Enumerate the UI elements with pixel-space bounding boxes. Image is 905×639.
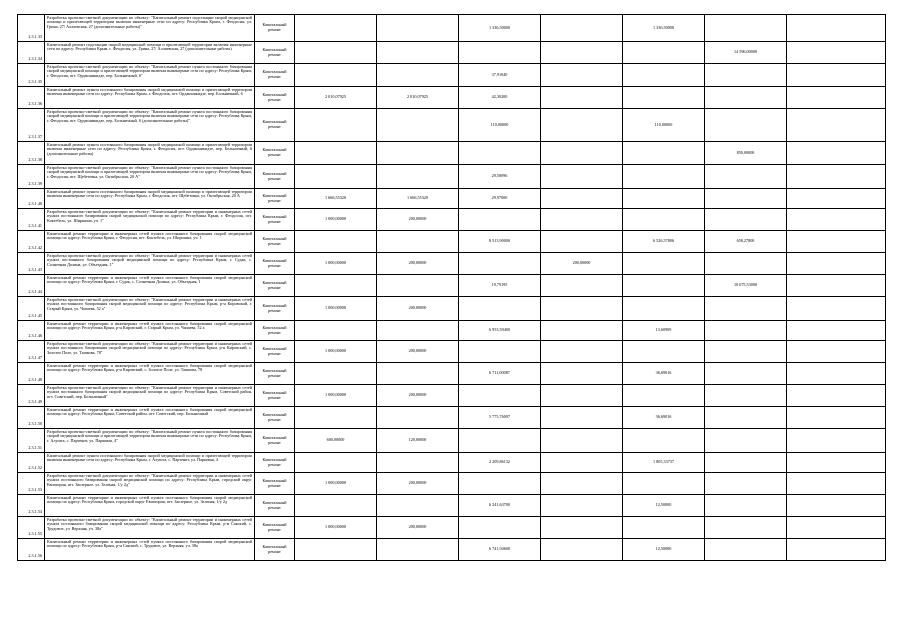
row-value-col-6: 850,00000	[705, 142, 787, 165]
row-value-col-6	[705, 253, 787, 275]
row-value-col-7	[787, 539, 886, 561]
row-value-col-6	[705, 385, 787, 407]
row-description: Капитальный ремонт пункта постоянного базирования скорой медицинской помощи и прилегающей территории включая инженерные сети по адресу: Республика Крым, г. Феодосия, пгт. Орджоникидзе, пер. Больничный, 6	[45, 87, 255, 109]
table-row	[18, 165, 886, 189]
row-value-col-2: 200,00000	[377, 209, 459, 231]
row-value-col-2	[377, 142, 459, 165]
table-row	[18, 15, 886, 42]
row-value-col-7	[787, 142, 886, 165]
row-value-col-2	[377, 495, 459, 517]
row-description: Капитальный ремонт пункта постоянного базирования скорой медицинской помощи и прилегающей территории включая инженерные сети по адресу: Республика Крым, г. Феодосия, пгт. Щебетовка, ул. Октябрьская, 20 А	[45, 189, 255, 209]
row-value-col-7	[787, 473, 886, 495]
row-value-col-3: 29,97000	[459, 189, 541, 209]
row-value-col-4: 200,00000	[541, 253, 623, 275]
row-work-type: Капитальный ремонт	[255, 495, 295, 517]
row-number: 2.3.1.40	[18, 189, 45, 209]
row-value-col-1: 1 000,00000	[295, 297, 377, 321]
table-row	[18, 231, 886, 253]
row-work-type: Капитальный ремонт	[255, 385, 295, 407]
row-value-col-2: 1 666,55320	[377, 189, 459, 209]
row-value-col-5	[623, 297, 705, 321]
row-value-col-3: 5 775,76097	[459, 407, 541, 429]
row-value-col-1	[295, 407, 377, 429]
row-value-col-5: 36,69016	[623, 363, 705, 385]
row-number: 2.3.1.49	[18, 385, 45, 407]
row-value-col-1	[295, 15, 377, 42]
row-value-col-5: 110,00000	[623, 109, 705, 142]
row-value-col-6	[705, 517, 787, 539]
row-value-col-3: 6 741,94600	[459, 539, 541, 561]
table-row	[18, 363, 886, 385]
budget-table	[17, 14, 886, 561]
row-value-col-4	[541, 473, 623, 495]
row-value-col-6	[705, 165, 787, 189]
row-value-col-3	[459, 253, 541, 275]
row-value-col-5	[623, 165, 705, 189]
row-value-col-3: 8 513,90000	[459, 231, 541, 253]
row-value-col-5: 12,50000	[623, 495, 705, 517]
row-value-col-6: 658,27800	[705, 231, 787, 253]
row-work-type: Капитальный ремонт	[255, 453, 295, 473]
row-value-col-3	[459, 473, 541, 495]
row-value-col-2: 200,00000	[377, 297, 459, 321]
table-row	[18, 189, 886, 209]
row-value-col-1	[295, 495, 377, 517]
row-value-col-1	[295, 321, 377, 341]
row-value-col-4	[541, 539, 623, 561]
row-value-col-6	[705, 109, 787, 142]
row-number: 2.3.1.54	[18, 495, 45, 517]
row-description: Капитальный ремонт территории и инженерных сетей пункта постоянного базирования скорой медицинской помощи по адресу: Республика Крым, городской округ Евпатория, пгт. Заозерное, ул. Зеленая, 1/у 2д	[45, 495, 255, 517]
row-work-type: Капитальный ремонт	[255, 109, 295, 142]
row-work-type: Капитальный ремонт	[255, 341, 295, 363]
row-work-type: Капитальный ремонт	[255, 231, 295, 253]
row-value-col-3	[459, 142, 541, 165]
row-value-col-2: 200,00000	[377, 517, 459, 539]
row-value-col-7	[787, 209, 886, 231]
table-row	[18, 275, 886, 297]
row-number: 2.3.1.37	[18, 109, 45, 142]
row-number: 2.3.1.41	[18, 209, 45, 231]
row-value-col-1	[295, 363, 377, 385]
row-description: Разработка проектно-сметной документации по объекту: "Капитальный ремонт территории и инженерных сетей пункта постоянного базирования скорой медицинской помощи по адресу: Республика Крым, г. Феодосия, пгт. Коктебель, ул. Ширшина, уч. 1"	[45, 209, 255, 231]
row-description: Капитальный ремонт пункта постоянного базирования скорой медицинской помощи и прилегающей территории включая инженерные сети по адресу: Республика Крым, г. Феодосия, пгт. Орджоникидзе, пер. Больничный, 6 (дополнительные работы)	[45, 142, 255, 165]
row-description: Капитальный ремонт территории и инженерных сетей пункта постоянного базирования скорой медицинской помощи по адресу: Республика Крым, Советский район, пгт. Советский, пер. Больничный	[45, 407, 255, 429]
row-description: Капитальный ремонт пункта постоянного базирования скорой медицинской помощи и прилегающей территории включая инженерные сети по адресу: Республика Крым, г. Алушта, с. Партенит, ул. Парковая, 4	[45, 453, 255, 473]
row-work-type: Капитальный ремонт	[255, 539, 295, 561]
row-work-type: Капитальный ремонт	[255, 275, 295, 297]
row-value-col-7	[787, 87, 886, 109]
row-work-type: Капитальный ремонт	[255, 189, 295, 209]
row-value-col-1: 1 000,00000	[295, 253, 377, 275]
row-description: Разработка проектно-сметной документации по объекту: "Капитальный ремонт пункта постоянного базирования скорой медицинской помощи и прилегающей территории включая инженерные сети по адресу: Республика Крым, г. Алушта, с. Партенит, ул. Парковая, 4"	[45, 429, 255, 453]
row-value-col-4	[541, 297, 623, 321]
row-value-col-3	[459, 42, 541, 64]
row-value-col-1: 1 000,00000	[295, 473, 377, 495]
row-value-col-6	[705, 87, 787, 109]
row-number: 2.3.1.52	[18, 453, 45, 473]
row-description: Разработка проектно-сметной документации по объекту: "Капитальный ремонт подстанции скорой медицинской помощи и прилегающей территории включая инженерные сети по адресу: Республика Крым, г. Феодосия, ул. Грина, 27/ Аллаевская, 27 (дополнительные работы)"	[45, 15, 255, 42]
row-value-col-4	[541, 231, 623, 253]
row-value-col-4	[541, 142, 623, 165]
row-value-col-7	[787, 15, 886, 42]
row-value-col-6	[705, 297, 787, 321]
row-number: 2.3.1.42	[18, 231, 45, 253]
row-value-col-4	[541, 209, 623, 231]
row-value-col-5: 12,50000	[623, 539, 705, 561]
row-value-col-3: 2 209,86132	[459, 453, 541, 473]
row-value-col-6	[705, 495, 787, 517]
row-description: Разработка проектно-сметной документации по объекту: "Капитальный ремонт территории и инженерных сетей пункта постоянного базирования скорой медицинской помощи по адресу: Республика Крым, р-н Сакский, с. Трудовое, ул. Верхняя, уч. 38а"	[45, 517, 255, 539]
row-number: 2.3.1.43	[18, 253, 45, 275]
row-value-col-5: 1 336,50000	[623, 15, 705, 42]
row-value-col-4	[541, 42, 623, 64]
row-value-col-4	[541, 363, 623, 385]
row-value-col-1: 1 666,55320	[295, 189, 377, 209]
row-number: 2.3.1.51	[18, 429, 45, 453]
row-description: Капитальный ремонт территории и инженерных сетей пункта постоянного базирования скорой медицинской помощи по адресу: Республика Крым, р-н Кировский, с. Золотое Поле, ул. Ташкова, 78	[45, 363, 255, 385]
row-value-col-1: 1 000,00000	[295, 209, 377, 231]
row-work-type: Капитальный ремонт	[255, 321, 295, 341]
row-value-col-3	[459, 297, 541, 321]
row-value-col-3	[459, 209, 541, 231]
row-value-col-2	[377, 231, 459, 253]
row-value-col-2: 200,00000	[377, 385, 459, 407]
row-value-col-4	[541, 275, 623, 297]
row-value-col-2	[377, 42, 459, 64]
row-value-col-6	[705, 407, 787, 429]
row-value-col-6	[705, 209, 787, 231]
row-value-col-2	[377, 321, 459, 341]
row-value-col-1	[295, 275, 377, 297]
row-value-col-3: 6 953,59400	[459, 321, 541, 341]
row-value-col-2	[377, 64, 459, 87]
row-value-col-7	[787, 341, 886, 363]
row-work-type: Капитальный ремонт	[255, 142, 295, 165]
row-value-col-2	[377, 407, 459, 429]
row-number: 2.3.1.46	[18, 321, 45, 341]
row-value-col-7	[787, 64, 886, 87]
row-value-col-3: 42,30200	[459, 87, 541, 109]
row-work-type: Капитальный ремонт	[255, 363, 295, 385]
row-description: Разработка проектно-сметной документации по объекту: "Капитальный ремонт территории и инженерных сетей пункта постоянного базирования скорой медицинской помощи по адресу: Республика Крым, р-н Кировский, г. Старый Крым, ул. Чапаева, 52 а"	[45, 297, 255, 321]
row-work-type: Капитальный ремонт	[255, 473, 295, 495]
table-row	[18, 429, 886, 453]
row-value-col-6	[705, 341, 787, 363]
row-value-col-5	[623, 429, 705, 453]
row-value-col-1	[295, 142, 377, 165]
row-value-col-4	[541, 109, 623, 142]
table-row	[18, 42, 886, 64]
row-value-col-2: 2 010,07925	[377, 87, 459, 109]
table-row	[18, 517, 886, 539]
row-value-col-2	[377, 453, 459, 473]
row-value-col-6	[705, 429, 787, 453]
row-value-col-7	[787, 231, 886, 253]
row-value-col-7	[787, 165, 886, 189]
row-value-col-3: 110,00000	[459, 109, 541, 142]
row-description: Разработка проектно-сметной документации по объекту: "Капитальный ремонт пункта постоянного базирования скорой медицинской помощи и прилегающей территории включая инженерные сети по адресу: Республика Крым, г. Феодосия, пгт. Орджоникидзе, пер. Больничный, 6"	[45, 64, 255, 87]
row-value-col-7	[787, 429, 886, 453]
row-number: 2.3.1.45	[18, 297, 45, 321]
row-value-col-3	[459, 341, 541, 363]
table-row	[18, 453, 886, 473]
row-value-col-5	[623, 385, 705, 407]
row-description: Разработка проектно-сметной документации по объекту: "Капитальный ремонт территории и инженерных сетей пункта постоянного базирования скорой медицинской помощи по адресу: Республика Крым, Советский район, пгт. Советский, пер. Больничный"	[45, 385, 255, 407]
row-value-col-1	[295, 539, 377, 561]
row-value-col-5: 6 526,57806	[623, 231, 705, 253]
table-row	[18, 385, 886, 407]
row-value-col-4	[541, 385, 623, 407]
row-description: Капитальный ремонт территории и инженерных сетей пункта постоянного базирования скорой медицинской помощи по адресу: Республика Крым, г. Феодосия, пгт. Коктебель, ул. Ширшина, уч. 1	[45, 231, 255, 253]
row-value-col-4	[541, 87, 623, 109]
row-work-type: Капитальный ремонт	[255, 64, 295, 87]
row-value-col-2	[377, 165, 459, 189]
row-value-col-7	[787, 495, 886, 517]
row-work-type: Капитальный ремонт	[255, 429, 295, 453]
row-value-col-5	[623, 142, 705, 165]
row-value-col-4	[541, 15, 623, 42]
row-value-col-4	[541, 321, 623, 341]
row-value-col-7	[787, 297, 886, 321]
row-value-col-4	[541, 341, 623, 363]
table-row	[18, 407, 886, 429]
row-work-type: Капитальный ремонт	[255, 87, 295, 109]
row-value-col-3: 6 241,63700	[459, 495, 541, 517]
row-value-col-4	[541, 407, 623, 429]
row-number: 2.3.1.38	[18, 142, 45, 165]
row-value-col-5: 1 805,33737	[623, 453, 705, 473]
row-description: Капитальный ремонт подстанции скорой медицинской помощи и прилегающей территории включая инженерные сети по адресу: Республика Крым, г. Феодосия, ул. Грина, 27/ Аллаевская, 27 (дополнительные работы)	[45, 42, 255, 64]
row-value-col-5	[623, 209, 705, 231]
row-value-col-3	[459, 385, 541, 407]
row-value-col-7	[787, 275, 886, 297]
row-value-col-3: 37,91040	[459, 64, 541, 87]
table-row	[18, 473, 886, 495]
row-number: 2.3.1.39	[18, 165, 45, 189]
row-value-col-1	[295, 231, 377, 253]
row-description: Капитальный ремонт территории и инженерных сетей пункта постоянного базирования скорой медицинской помощи по адресу: Республика Крым, р-н Сакский, с. Трудовое, ул. Верхняя, уч. 38а	[45, 539, 255, 561]
row-work-type: Капитальный ремонт	[255, 297, 295, 321]
row-number: 2.3.1.50	[18, 407, 45, 429]
row-value-col-2	[377, 109, 459, 142]
row-value-col-3: 29,50096	[459, 165, 541, 189]
table-body	[18, 15, 886, 561]
row-value-col-5	[623, 189, 705, 209]
row-value-col-2: 200,00000	[377, 341, 459, 363]
row-work-type: Капитальный ремонт	[255, 209, 295, 231]
row-description: Капитальный ремонт территории и инженерных сетей пункта постоянного базирования скорой медицинской помощи по адресу: Республика Крым, р-н Кировский, г. Старый Крым, ул. Чапаева, 52 а	[45, 321, 255, 341]
row-description: Разработка проектно-сметной документации по объекту: "Капитальный ремонт территории и инженерных сетей пункта постоянного базирования скорой медицинской помощи по адресу: Республика Крым, г. Судак, с. Солнечная Долина, ул. Объездная, 1"	[45, 253, 255, 275]
table-row	[18, 253, 886, 275]
table-row	[18, 87, 886, 109]
row-description: Разработка проектно-сметной документации по объекту: "Капитальный ремонт пункта постоянного базирования скорой медицинской помощи и прилегающей территории включая инженерные сети по адресу: Республика Крым, г. Феодосия, пгт. Щебетовка, ул. Октябрьская, 20 А"	[45, 165, 255, 189]
row-value-col-1: 2 010,07925	[295, 87, 377, 109]
row-value-col-1	[295, 453, 377, 473]
row-value-col-3	[459, 517, 541, 539]
row-work-type: Капитальный ремонт	[255, 15, 295, 42]
row-value-col-2	[377, 275, 459, 297]
row-number: 2.3.1.47	[18, 341, 45, 363]
row-value-col-2	[377, 539, 459, 561]
document-sheet	[17, 14, 886, 561]
row-work-type: Капитальный ремонт	[255, 253, 295, 275]
row-value-col-5	[623, 473, 705, 495]
row-value-col-4	[541, 189, 623, 209]
row-value-col-1: 600,00000	[295, 429, 377, 453]
row-value-col-2: 200,00000	[377, 253, 459, 275]
row-value-col-4	[541, 517, 623, 539]
row-value-col-7	[787, 385, 886, 407]
row-value-col-1	[295, 165, 377, 189]
row-value-col-6	[705, 64, 787, 87]
row-value-col-2	[377, 15, 459, 42]
row-value-col-6	[705, 539, 787, 561]
row-description: Разработка проектно-сметной документации по объекту: "Капитальный ремонт пункта постоянного базирования скорой медицинской помощи и прилегающей территории включая инженерные сети по адресу: Республика Крым, г. Феодосия, пгт. Орджоникидзе, пер. Больничный, 6 (дополнительные работы)"	[45, 109, 255, 142]
row-value-col-6: 10 075,53000	[705, 275, 787, 297]
row-value-col-1	[295, 64, 377, 87]
row-value-col-5	[623, 64, 705, 87]
row-value-col-5	[623, 87, 705, 109]
row-value-col-3: 19,79195	[459, 275, 541, 297]
table-row	[18, 539, 886, 561]
row-value-col-5	[623, 275, 705, 297]
row-value-col-7	[787, 42, 886, 64]
row-value-col-4	[541, 64, 623, 87]
row-number: 2.3.1.48	[18, 363, 45, 385]
row-value-col-7	[787, 517, 886, 539]
row-value-col-2: 120,00000	[377, 429, 459, 453]
row-value-col-5	[623, 517, 705, 539]
row-value-col-7	[787, 363, 886, 385]
row-value-col-7	[787, 253, 886, 275]
row-value-col-3: 6 711,00087	[459, 363, 541, 385]
row-work-type: Капитальный ремонт	[255, 517, 295, 539]
row-value-col-7	[787, 109, 886, 142]
row-value-col-6	[705, 453, 787, 473]
row-number: 2.3.1.44	[18, 275, 45, 297]
row-number: 2.3.1.56	[18, 539, 45, 561]
row-description: Разработка проектно-сметной документации по объекту: "Капитальный ремонт территории и инженерных сетей пункта постоянного базирования скорой медицинской помощи по адресу: Республика Крым, р-н Кировский, с. Золотое Поле, ул. Ташкова, 78"	[45, 341, 255, 363]
row-value-col-1: 1 000,00000	[295, 517, 377, 539]
row-value-col-4	[541, 165, 623, 189]
row-value-col-6	[705, 363, 787, 385]
table-row	[18, 495, 886, 517]
table-row	[18, 64, 886, 87]
row-value-col-6	[705, 321, 787, 341]
row-description: Капитальный ремонт территории и инженерных сетей пункта постоянного базирования скорой медицинской помощи по адресу: Республика Крым, г. Судак, с. Солнечная Долина, ул. Объездная, 1	[45, 275, 255, 297]
row-value-col-1	[295, 42, 377, 64]
row-value-col-2: 200,00000	[377, 473, 459, 495]
table-row	[18, 341, 886, 363]
row-value-col-5	[623, 42, 705, 64]
table-row	[18, 297, 886, 321]
row-value-col-2	[377, 363, 459, 385]
row-value-col-7	[787, 407, 886, 429]
row-value-col-4	[541, 495, 623, 517]
row-value-col-3: 1 336,50000	[459, 15, 541, 42]
row-value-col-5	[623, 253, 705, 275]
row-value-col-6	[705, 189, 787, 209]
row-number: 2.3.1.53	[18, 473, 45, 495]
table-row	[18, 209, 886, 231]
row-number: 2.3.1.55	[18, 517, 45, 539]
row-value-col-6: 14 596,00000	[705, 42, 787, 64]
row-number: 2.3.1.34	[18, 42, 45, 64]
row-work-type: Капитальный ремонт	[255, 165, 295, 189]
row-value-col-5: 36,69016	[623, 407, 705, 429]
row-value-col-6	[705, 473, 787, 495]
row-work-type: Капитальный ремонт	[255, 407, 295, 429]
row-value-col-1: 1 000,00000	[295, 341, 377, 363]
row-value-col-4	[541, 453, 623, 473]
row-value-col-3	[459, 429, 541, 453]
row-value-col-7	[787, 321, 886, 341]
row-description: Разработка проектно-сметной документации по объекту: "Капитальный ремонт территории и инженерных сетей пункта постоянного базирования скорой медицинской помощи по адресу: Республика Крым, городской округ Евпатория, пгт. Заозерное, ул. Зеленая, 1/у 2д"	[45, 473, 255, 495]
row-value-col-5	[623, 341, 705, 363]
row-value-col-4	[541, 429, 623, 453]
row-value-col-1: 1 000,00000	[295, 385, 377, 407]
table-row	[18, 109, 886, 142]
row-number: 2.3.1.35	[18, 64, 45, 87]
row-number: 2.3.1.36	[18, 87, 45, 109]
table-row	[18, 142, 886, 165]
row-value-col-5: 13,60909	[623, 321, 705, 341]
row-number: 2.3.1.33	[18, 15, 45, 42]
row-value-col-1	[295, 109, 377, 142]
row-value-col-7	[787, 189, 886, 209]
table-row	[18, 321, 886, 341]
row-value-col-6	[705, 15, 787, 42]
row-value-col-7	[787, 453, 886, 473]
row-work-type: Капитальный ремонт	[255, 42, 295, 64]
